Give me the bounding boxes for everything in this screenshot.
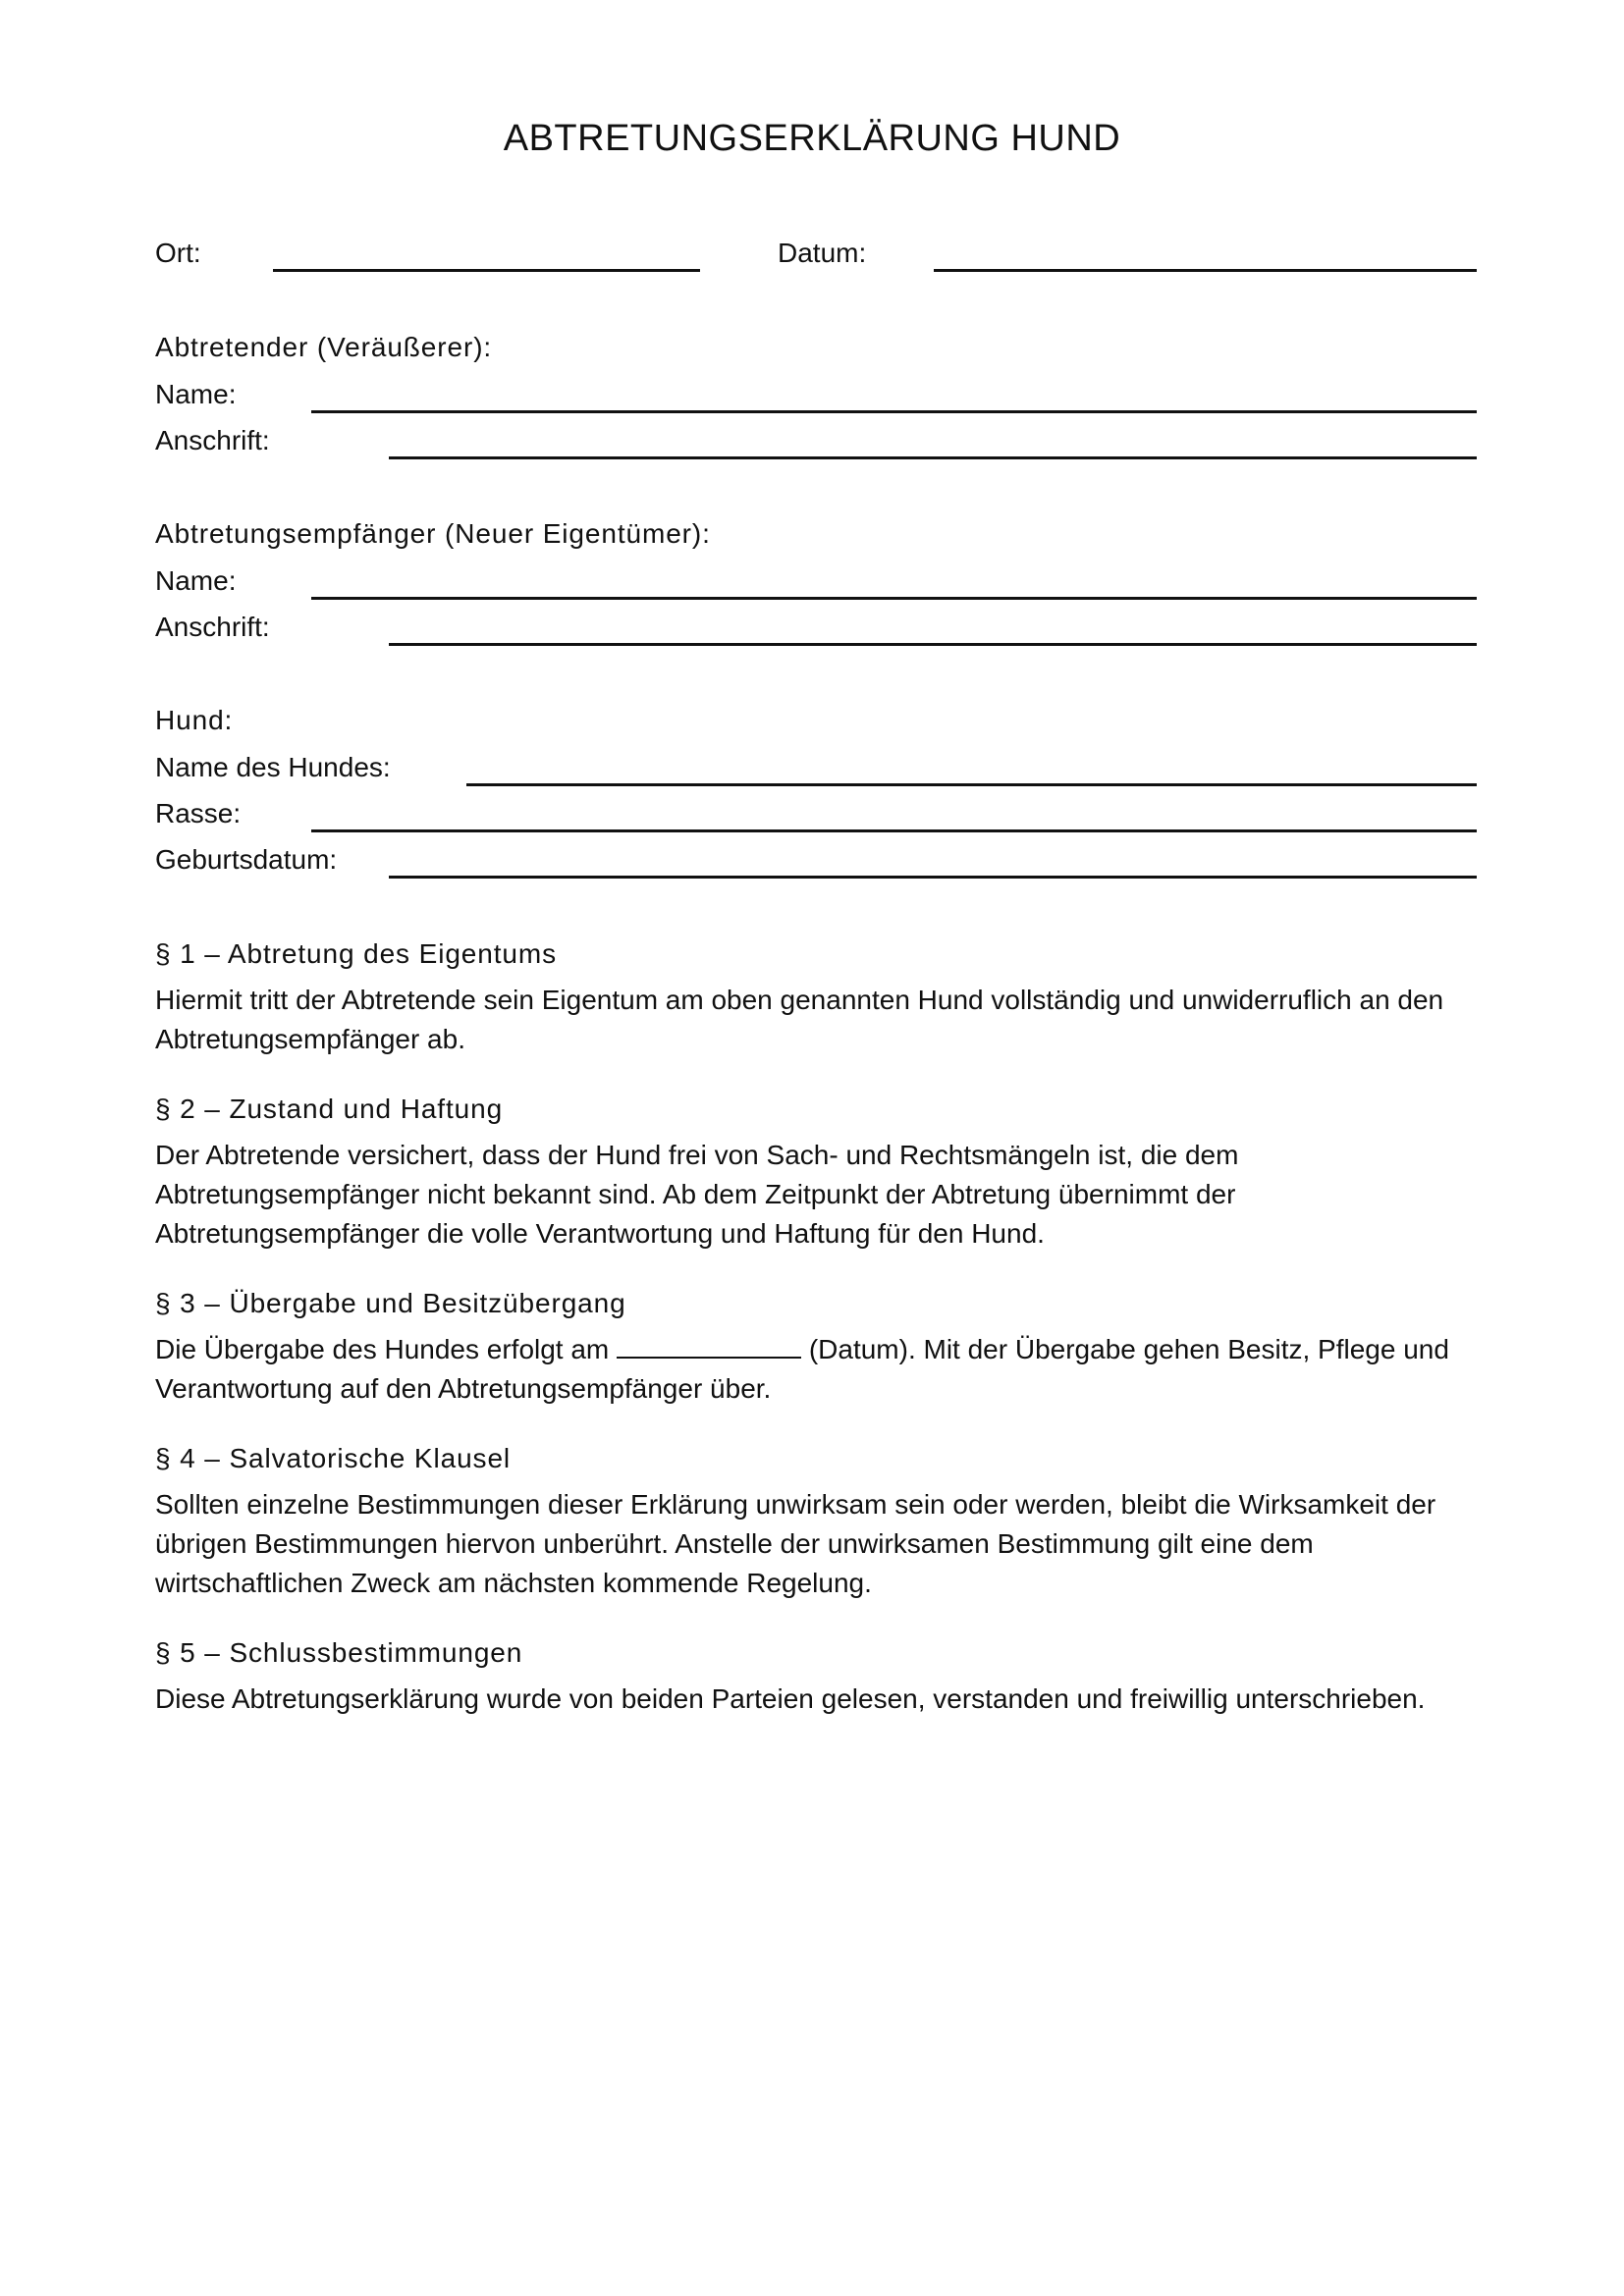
section-1-line: Abtretungsempfänger ab. bbox=[155, 1024, 465, 1054]
uebergabe-date-blank[interactable] bbox=[617, 1333, 801, 1359]
hund-name-label: Name des Hundes: bbox=[155, 752, 391, 782]
section-4-line: übrigen Bestimmungen hiervon unberührt. Anstelle der unwirksamen Bestimmung gilt eine dem bbox=[155, 1528, 1314, 1559]
ort-label: Ort: bbox=[155, 238, 201, 268]
ort-fill-line[interactable] bbox=[273, 269, 700, 272]
section-1-heading: § 1 – Abtretung des Eigentums bbox=[155, 938, 558, 969]
section-4-text bbox=[155, 1485, 1471, 1603]
section-5-heading: § 5 – Schlussbestimmungen bbox=[155, 1637, 523, 1668]
section-4-line: wirtschaftlichen Zweck am nächsten kommende Regelung. bbox=[155, 1568, 872, 1598]
section-3-line bbox=[155, 1330, 1471, 1369]
empfaenger-heading: Abtretungsempfänger (Neuer Eigentümer): bbox=[155, 518, 711, 549]
abtretender-heading: Abtretender (Veräußerer): bbox=[155, 332, 493, 362]
datum-fill-line[interactable] bbox=[934, 269, 1477, 272]
empfaenger-anschrift-fill-line[interactable] bbox=[389, 643, 1477, 646]
abtretender-name-fill-line[interactable] bbox=[311, 410, 1477, 413]
empfaenger-name-label: Name: bbox=[155, 565, 237, 596]
hund-heading: Hund: bbox=[155, 705, 234, 735]
abtretender-name-label: Name: bbox=[155, 379, 237, 409]
section-2-line: Abtretungsempfänger nicht bekannt sind. Ab dem Zeitpunkt der Abtretung übernimmt der bbox=[155, 1179, 1236, 1209]
datum-label: Datum: bbox=[778, 238, 867, 268]
section-3-text-after-blank: (Datum). Mit der Übergabe gehen Besitz, Pflege und bbox=[808, 1334, 1449, 1364]
hund-geburtsdatum-label: Geburtsdatum: bbox=[155, 844, 338, 875]
section-1-line: Hiermit tritt der Abtretende sein Eigentum am oben genannten Hund vollständig und unwiderruflich an den bbox=[155, 985, 1444, 1015]
section-3-heading: § 3 – Übergabe und Besitzübergang bbox=[155, 1288, 626, 1318]
section-3-text-before-blank: Die Übergabe des Hundes erfolgt am bbox=[155, 1334, 610, 1364]
section-2-line: Abtretungsempfänger die volle Verantwortung und Haftung für den Hund. bbox=[155, 1218, 1045, 1249]
empfaenger-anschrift-label: Anschrift: bbox=[155, 612, 270, 642]
abtretender-anschrift-fill-line[interactable] bbox=[389, 456, 1477, 459]
hund-rasse-fill-line[interactable] bbox=[311, 829, 1477, 832]
section-5-line: Diese Abtretungserklärung wurde von beiden Parteien gelesen, verstanden und freiwillig unterschrieben. bbox=[155, 1683, 1426, 1714]
empfaenger-name-fill-line[interactable] bbox=[311, 597, 1477, 600]
section-4-line: Sollten einzelne Bestimmungen dieser Erklärung unwirksam sein oder werden, bleibt die Wirksamkeit der bbox=[155, 1489, 1436, 1520]
section-1-text bbox=[155, 981, 1471, 1059]
hund-rasse-label: Rasse: bbox=[155, 798, 242, 828]
section-2-line: Der Abtretende versichert, dass der Hund frei von Sach- und Rechtsmängeln ist, die dem bbox=[155, 1140, 1239, 1170]
abtretender-anschrift-label: Anschrift: bbox=[155, 425, 270, 455]
hund-geburtsdatum-fill-line[interactable] bbox=[389, 876, 1477, 879]
section-2-heading: § 2 – Zustand und Haftung bbox=[155, 1094, 504, 1124]
section-3-line: Verantwortung auf den Abtretungsempfänger über. bbox=[155, 1373, 772, 1404]
document-title: ABTRETUNGSERKLÄRUNG HUND bbox=[503, 118, 1121, 159]
section-5-text bbox=[155, 1680, 1471, 1719]
section-2-text bbox=[155, 1136, 1471, 1254]
section-4-heading: § 4 – Salvatorische Klausel bbox=[155, 1443, 512, 1473]
hund-name-fill-line[interactable] bbox=[466, 783, 1477, 786]
section-3-text bbox=[155, 1330, 1471, 1409]
